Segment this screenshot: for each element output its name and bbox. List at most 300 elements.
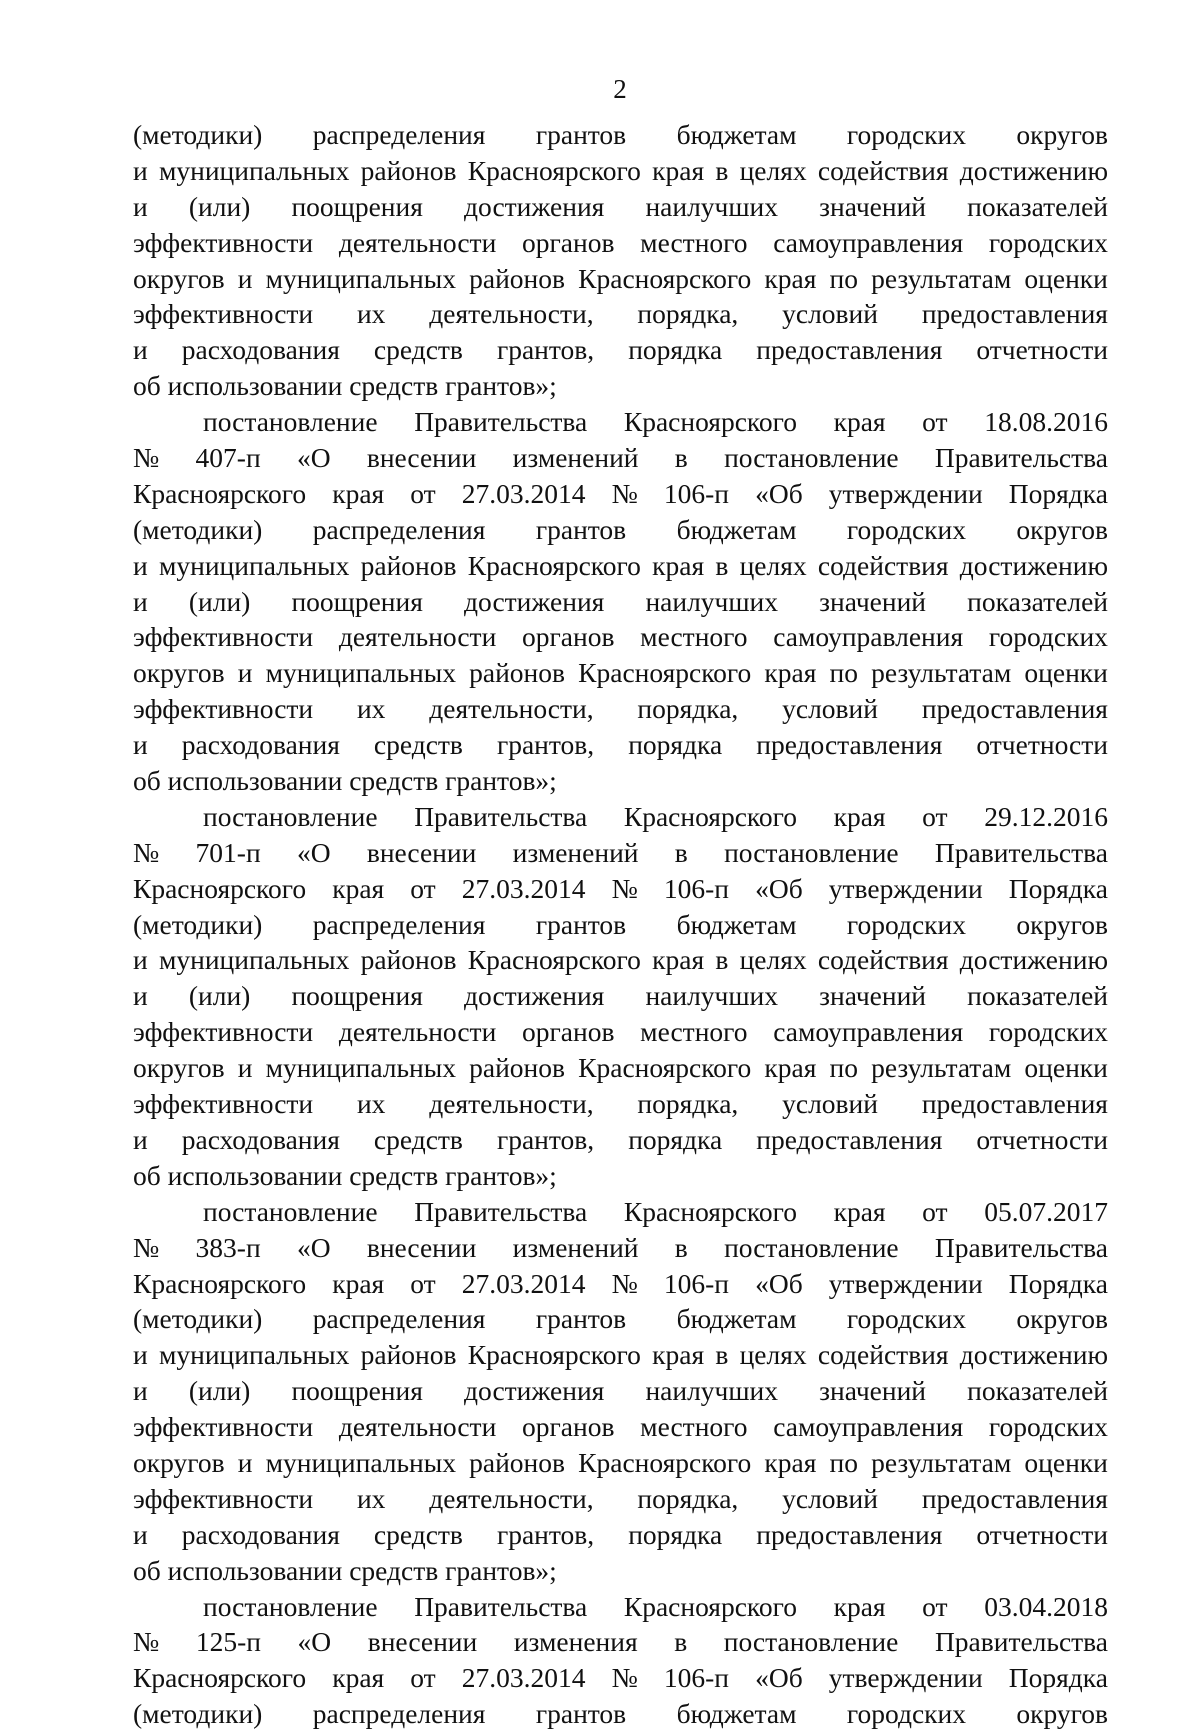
word: муниципальных: [158, 1339, 350, 1371]
word: края: [652, 1339, 705, 1371]
word: отчетности: [976, 1123, 1108, 1155]
word: внесении: [366, 442, 477, 474]
word: достижению: [959, 1339, 1108, 1371]
word: городских: [988, 1016, 1108, 1048]
word: грантов: [535, 908, 627, 940]
word: предоставления: [921, 298, 1108, 330]
word: их: [356, 1088, 386, 1120]
word: распределения: [312, 119, 486, 150]
word: и: [133, 944, 148, 976]
word: порядка,: [637, 298, 739, 330]
word: эффективности: [133, 298, 314, 330]
word: Красноярского: [623, 406, 797, 438]
word: грантов,: [496, 729, 595, 761]
word: достижению: [959, 549, 1108, 581]
word: 27.03.2014: [461, 477, 586, 509]
text-line: [133, 727, 1108, 763]
word: результатам: [871, 657, 1012, 689]
word: Красноярского: [133, 872, 307, 904]
word: (или): [188, 190, 251, 222]
document-body: [133, 117, 1108, 1732]
word: средств: [373, 1518, 463, 1550]
word: утверждении: [828, 1662, 983, 1694]
word: и: [133, 585, 148, 617]
word: №: [133, 442, 160, 474]
word: Правительства: [414, 406, 588, 438]
word: поощрения: [291, 190, 423, 222]
word: содействия: [817, 549, 949, 581]
word: Красноярского: [467, 1339, 641, 1371]
word: Порядка: [1008, 872, 1108, 904]
line-text: об использовании средств грантов»;: [133, 370, 557, 402]
word: содействия: [817, 154, 949, 186]
word: округов: [1016, 1698, 1108, 1730]
text-line: [133, 476, 1108, 512]
text-line: [133, 332, 1108, 368]
word: расходования: [181, 334, 340, 366]
line-text: об использовании средств грантов»;: [133, 765, 557, 797]
word: средств: [373, 1123, 463, 1155]
word: края: [833, 800, 886, 832]
word: районов: [469, 262, 565, 294]
word: достижению: [959, 154, 1108, 186]
word: постановление: [203, 406, 378, 438]
word: №: [611, 1662, 638, 1694]
word: в: [715, 549, 729, 581]
word: края: [764, 1052, 817, 1084]
word: и: [133, 980, 148, 1012]
word: от: [922, 1590, 948, 1622]
word: Красноярского: [623, 1195, 797, 1227]
word: №: [133, 1626, 160, 1658]
word: оценки: [1024, 1052, 1108, 1084]
word: и: [133, 190, 148, 222]
word: «Об: [755, 477, 803, 509]
word: распределения: [312, 513, 486, 545]
word: городских: [988, 621, 1108, 653]
word: края: [332, 1662, 385, 1694]
word: районов: [360, 154, 457, 186]
word: значений: [819, 585, 927, 617]
text-line: [133, 1445, 1108, 1481]
text-line: [133, 189, 1108, 225]
text-line: [133, 1230, 1108, 1266]
word: предоставления: [756, 334, 943, 366]
word: показателей: [967, 1375, 1108, 1407]
word: бюджетам: [676, 513, 797, 545]
word: Красноярского: [133, 477, 307, 509]
word: муниципальных: [158, 944, 350, 976]
word: отчетности: [976, 1518, 1108, 1550]
word: и: [133, 729, 148, 761]
word: эффективности: [133, 1016, 314, 1048]
word: 407-п: [195, 442, 261, 474]
word: районов: [469, 657, 565, 689]
word: (методики): [133, 908, 263, 940]
word: Красноярского: [578, 657, 752, 689]
word: №: [611, 1267, 638, 1299]
word: от: [410, 872, 436, 904]
word: изменений: [512, 836, 639, 868]
word: оценки: [1024, 657, 1108, 689]
word: местного: [640, 1411, 748, 1443]
word: края: [833, 406, 886, 438]
word: 701-п: [195, 836, 261, 868]
word: Правительства: [934, 442, 1108, 474]
word: показателей: [967, 980, 1108, 1012]
word: округов: [133, 657, 225, 689]
word: изменений: [512, 442, 639, 474]
word: предоставления: [756, 729, 943, 761]
word: Красноярского: [578, 1446, 752, 1478]
word: порядка: [628, 1123, 723, 1155]
word: порядка,: [637, 1482, 739, 1514]
text-line: [133, 1158, 1108, 1194]
word: грантов: [535, 1303, 627, 1335]
text-line: [133, 978, 1108, 1014]
word: 106-п: [663, 477, 730, 509]
word: содействия: [817, 1339, 949, 1371]
text-line: [133, 1409, 1108, 1445]
word: самоуправления: [773, 1411, 964, 1443]
text-line: [133, 1373, 1108, 1409]
word: и: [133, 549, 148, 581]
word: (методики): [133, 1303, 263, 1335]
word: городских: [846, 908, 966, 940]
paragraph-first-line: [133, 404, 1108, 440]
word: в: [674, 1231, 688, 1263]
word: края: [652, 944, 705, 976]
word: «Об: [755, 872, 803, 904]
text-line: [133, 225, 1108, 261]
word: условий: [782, 1088, 878, 1120]
word: отчетности: [976, 334, 1108, 366]
word: деятельности,: [429, 1482, 594, 1514]
word: Красноярского: [133, 1267, 307, 1299]
text-line: [133, 1481, 1108, 1517]
word: эффективности: [133, 621, 314, 653]
word: от: [410, 477, 436, 509]
word: результатам: [871, 262, 1012, 294]
word: 106-п: [663, 1662, 730, 1694]
word: грантов,: [496, 1123, 595, 1155]
word: 27.03.2014: [461, 1662, 586, 1694]
word: значений: [819, 1375, 927, 1407]
word: органов: [522, 621, 615, 653]
word: муниципальных: [265, 1446, 456, 1478]
text-line: [133, 1517, 1108, 1553]
word: распределения: [312, 908, 486, 940]
word: грантов: [535, 513, 627, 545]
word: грантов,: [496, 1518, 595, 1550]
word: и: [237, 1446, 253, 1478]
word: оценки: [1024, 262, 1108, 294]
word: отчетности: [976, 729, 1108, 761]
word: округов: [133, 1052, 225, 1084]
word: Красноярского: [467, 154, 641, 186]
word: от: [922, 406, 948, 438]
word: эффективности: [133, 1411, 314, 1443]
word: показателей: [967, 190, 1108, 222]
word: края: [764, 262, 817, 294]
word: 05.07.2017: [984, 1195, 1108, 1227]
text-line: [133, 1266, 1108, 1302]
word: районов: [360, 1339, 457, 1371]
word: районов: [360, 549, 457, 581]
word: значений: [819, 980, 927, 1012]
word: по: [829, 1052, 858, 1084]
word: порядка: [628, 334, 723, 366]
word: поощрения: [291, 1375, 423, 1407]
word: постановление: [203, 800, 378, 832]
word: условий: [782, 1482, 878, 1514]
word: порядка,: [637, 1088, 739, 1120]
word: в: [674, 442, 688, 474]
word: городских: [846, 119, 966, 150]
word: постановление: [724, 836, 899, 868]
word: от: [410, 1267, 436, 1299]
word: показателей: [967, 585, 1108, 617]
word: достижению: [959, 944, 1108, 976]
word: расходования: [181, 1518, 340, 1550]
word: условий: [782, 298, 878, 330]
word: деятельности,: [429, 298, 594, 330]
paragraph-first-line: [133, 1589, 1108, 1625]
word: деятельности: [338, 1016, 497, 1048]
word: от: [922, 1195, 948, 1227]
line-text: об использовании средств грантов»;: [133, 1159, 557, 1191]
word: распределения: [312, 1698, 486, 1730]
word: утверждении: [828, 477, 983, 509]
word: целях: [739, 549, 807, 581]
word: края: [764, 657, 817, 689]
word: достижения: [464, 585, 605, 617]
word: районов: [360, 944, 457, 976]
text-line: [133, 619, 1108, 655]
word: округов: [133, 262, 225, 294]
word: органов: [522, 1016, 615, 1048]
word: края: [332, 872, 385, 904]
word: достижения: [464, 190, 605, 222]
word: по: [829, 1446, 858, 1478]
word: порядка: [628, 729, 723, 761]
word: деятельности,: [429, 1088, 594, 1120]
word: наилучших: [645, 190, 779, 222]
word: и: [237, 1052, 253, 1084]
word: края: [833, 1590, 886, 1622]
text-line: [133, 440, 1108, 476]
word: (или): [188, 585, 251, 617]
word: внесении: [366, 1231, 477, 1263]
text-line: [133, 368, 1108, 404]
paragraph-first-line: [133, 799, 1108, 835]
word: (или): [188, 980, 251, 1012]
word: (методики): [133, 513, 263, 545]
word: края: [332, 477, 385, 509]
text-line: [133, 584, 1108, 620]
word: округов: [1016, 1303, 1108, 1335]
word: в: [674, 836, 688, 868]
word: №: [611, 477, 638, 509]
word: их: [356, 693, 386, 725]
word: распределения: [312, 1303, 486, 1335]
word: внесении: [366, 836, 477, 868]
word: края: [652, 154, 705, 186]
text-line: [133, 117, 1108, 153]
word: деятельности,: [429, 693, 594, 725]
word: городских: [988, 1411, 1108, 1443]
word: (методики): [133, 1698, 263, 1730]
text-line: [133, 1553, 1108, 1589]
word: «Об: [755, 1662, 803, 1694]
word: расходования: [181, 729, 340, 761]
word: края: [652, 549, 705, 581]
word: условий: [782, 693, 878, 725]
word: округов: [1016, 119, 1108, 150]
text-line: [133, 512, 1108, 548]
word: городских: [846, 1698, 966, 1730]
word: Красноярского: [578, 1052, 752, 1084]
word: бюджетам: [676, 119, 797, 150]
word: городских: [846, 513, 966, 545]
word: наилучших: [645, 1375, 779, 1407]
text-line: [133, 835, 1108, 871]
word: в: [715, 154, 729, 186]
word: изменений: [512, 1231, 639, 1263]
word: Правительства: [934, 836, 1108, 868]
text-line: [133, 1337, 1108, 1373]
word: 03.04.2018: [984, 1590, 1108, 1622]
word: деятельности: [338, 621, 497, 653]
word: целях: [739, 154, 807, 186]
word: Красноярского: [467, 549, 641, 581]
word: грантов,: [496, 334, 595, 366]
text-line: [133, 691, 1108, 727]
word: достижения: [464, 980, 605, 1012]
text-line: [133, 1050, 1108, 1086]
word: местного: [640, 226, 748, 258]
word: 106-п: [663, 872, 730, 904]
word: местного: [640, 621, 748, 653]
word: 18.08.2016: [984, 406, 1108, 438]
word: 29.12.2016: [984, 800, 1108, 832]
word: деятельности: [338, 226, 497, 258]
word: деятельности: [338, 1411, 497, 1443]
word: №: [133, 836, 160, 868]
word: муниципальных: [265, 657, 456, 689]
word: 27.03.2014: [461, 1267, 586, 1299]
page-number: 2: [613, 74, 627, 104]
text-line: [133, 1660, 1108, 1696]
word: самоуправления: [773, 1016, 964, 1048]
word: органов: [522, 1411, 615, 1443]
word: Порядка: [1008, 477, 1108, 509]
word: предоставления: [921, 693, 1108, 725]
word: грантов: [535, 1698, 627, 1730]
word: эффективности: [133, 1088, 314, 1120]
word: эффективности: [133, 1482, 314, 1514]
word: целях: [739, 944, 807, 976]
word: наилучших: [645, 980, 779, 1012]
text-line: [133, 1301, 1108, 1337]
word: от: [922, 800, 948, 832]
word: результатам: [871, 1446, 1012, 1478]
word: Порядка: [1008, 1267, 1108, 1299]
word: края: [833, 1195, 886, 1227]
word: и: [133, 154, 148, 186]
word: эффективности: [133, 226, 314, 258]
word: поощрения: [291, 980, 423, 1012]
word: поощрения: [291, 585, 423, 617]
word: Правительства: [414, 1195, 588, 1227]
word: 106-п: [663, 1267, 730, 1299]
word: наилучших: [645, 585, 779, 617]
word: «О: [297, 1626, 332, 1658]
word: и: [133, 1339, 148, 1371]
word: №: [611, 872, 638, 904]
word: постановление: [724, 1231, 899, 1263]
word: по: [829, 657, 858, 689]
word: бюджетам: [676, 908, 797, 940]
word: края: [764, 1446, 817, 1478]
text-line: [133, 261, 1108, 297]
word: бюджетам: [676, 1698, 797, 1730]
word: «О: [296, 1231, 331, 1263]
word: (или): [188, 1375, 251, 1407]
word: Правительства: [934, 1231, 1108, 1263]
word: №: [133, 1231, 160, 1263]
text-line: [133, 655, 1108, 691]
word: Красноярского: [623, 800, 797, 832]
word: муниципальных: [265, 1052, 456, 1084]
text-line: [133, 763, 1108, 799]
word: муниципальных: [265, 262, 456, 294]
word: в: [674, 1626, 688, 1658]
word: округов: [133, 1446, 225, 1478]
word: и: [133, 1518, 148, 1550]
word: от: [410, 1662, 436, 1694]
word: по: [829, 262, 858, 294]
word: и: [133, 334, 148, 366]
text-line: [133, 1624, 1108, 1660]
text-line: [133, 1122, 1108, 1158]
word: целях: [739, 1339, 807, 1371]
word: в: [715, 944, 729, 976]
word: оценки: [1024, 1446, 1108, 1478]
word: Правительства: [414, 800, 588, 832]
word: их: [356, 298, 386, 330]
word: в: [715, 1339, 729, 1371]
word: 125-п: [195, 1626, 261, 1658]
word: утверждении: [828, 872, 983, 904]
word: 27.03.2014: [461, 872, 586, 904]
word: самоуправления: [773, 621, 964, 653]
word: постановление: [203, 1195, 378, 1227]
text-line: [133, 1014, 1108, 1050]
word: органов: [522, 226, 615, 258]
word: их: [356, 1482, 386, 1514]
word: Порядка: [1008, 1662, 1108, 1694]
word: Красноярского: [133, 1662, 307, 1694]
text-line: [133, 1086, 1108, 1122]
word: местного: [640, 1016, 748, 1048]
word: средств: [373, 334, 463, 366]
word: утверждении: [828, 1267, 983, 1299]
word: муниципальных: [158, 154, 350, 186]
word: порядка: [628, 1518, 723, 1550]
word: округов: [1016, 908, 1108, 940]
word: «О: [296, 442, 331, 474]
